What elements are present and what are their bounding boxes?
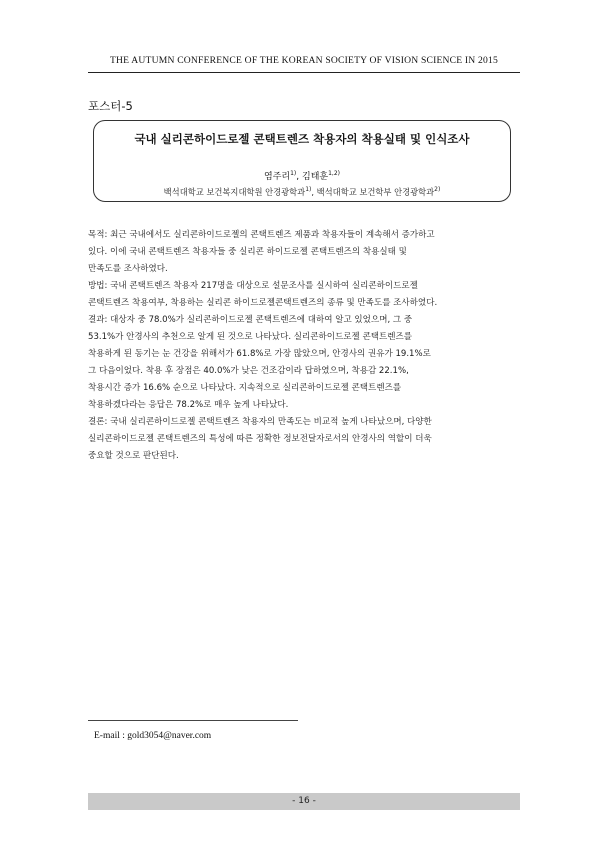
abstract-line: 착용하게 된 동기는 눈 건강을 위해서가 61.8%로 가장 많았으며, 안경사의 권유가 19.1%로: [88, 349, 431, 359]
affiliation-1-mark: 1): [305, 186, 312, 194]
abstract-line: 방법: 국내 콘택트렌즈 착용자 217명을 대상으로 설문조사를 실시하여 실리콘하이드로젤: [88, 281, 418, 291]
abstract-line: 결론: 국내 실리콘하이드로젤 콘택트렌즈 착용자의 만족도는 비교적 높게 나타났으며, 다양한: [88, 417, 432, 427]
abstract-line: 결과: 대상자 중 78.0%가 실리콘하이드로젤 콘택트렌즈에 대하여 알고 있었으며, 그 중: [88, 315, 413, 325]
abstract-line: 53.1%가 안경사의 추천으로 알게 된 것으로 나타났다. 실리콘하이드로젤 콘택트렌즈를: [88, 332, 413, 342]
header-divider: [88, 72, 520, 73]
footnote-divider: [88, 720, 298, 721]
abstract-line: 목적: 최근 국내에서도 실리콘하이드로젤의 콘택트렌즈 제품과 착용자들이 계속해서 증가하고: [88, 230, 435, 240]
author-2: 김태훈: [302, 172, 329, 182]
abstract-line: 중요할 것으로 판단된다.: [88, 451, 179, 461]
affiliation-separator: ,: [311, 187, 317, 197]
title-box: [93, 120, 511, 202]
abstract-line: 콘택트렌즈 착용여부, 착용하는 실리콘 하이드로젤콘택트렌즈의 종류 및 만족도를 조사하였다.: [88, 298, 438, 308]
author-1-affiliation-mark: 1): [290, 170, 297, 177]
affiliation-line: [94, 186, 510, 198]
conference-header: THE AUTUMN CONFERENCE OF THE KOREAN SOCIETY OF VISION SCIENCE IN 2015: [109, 55, 499, 66]
page-number: - 16 -: [292, 796, 316, 806]
abstract-line: 그 다음이었다. 착용 후 장점은 40.0%가 낮은 건조감이라 답하였으며, 착용감 22.1%,: [88, 366, 409, 376]
abstract-line: 착용시간 증가 16.6% 순으로 나타났다. 지속적으로 실리콘하이드로젤 콘택트렌즈를: [88, 383, 402, 393]
abstract-line: 실리콘하이드로젤 콘택트렌즈의 특성에 따른 정확한 정보전달자로서의 안경사의 역할이 더욱: [88, 434, 432, 444]
abstract-body: [88, 227, 528, 465]
author-line: [94, 169, 510, 182]
affiliation-2-mark: 2): [434, 186, 441, 194]
abstract-line: 있다. 이에 국내 콘택트렌즈 착용자들 중 실리콘 하이드로젤 콘택트렌즈의 착용실태 및: [88, 247, 407, 257]
paper-title: 국내 실리콘하이드로젤 콘택트렌즈 착용자의 착용실태 및 인식조사: [134, 132, 470, 146]
author-2-affiliation-mark: 1,2): [328, 170, 340, 177]
affiliation-1: 백석대학교 보건복지대학원 안경광학과: [163, 187, 306, 197]
affiliation-2: 백석대학교 보건학부 안경광학과: [316, 187, 435, 197]
author-separator: ,: [296, 172, 302, 182]
author-1: 염주리: [264, 172, 291, 182]
poster-label: 포스터-5: [88, 99, 133, 113]
page-number-bar: [88, 793, 520, 810]
abstract-line: 만족도를 조사하였다.: [88, 264, 168, 274]
abstract-line: 착용하겠다라는 응답은 78.2%로 매우 높게 나타났다.: [88, 400, 289, 410]
footnote-email: E-mail : gold3054@naver.com: [94, 731, 212, 741]
